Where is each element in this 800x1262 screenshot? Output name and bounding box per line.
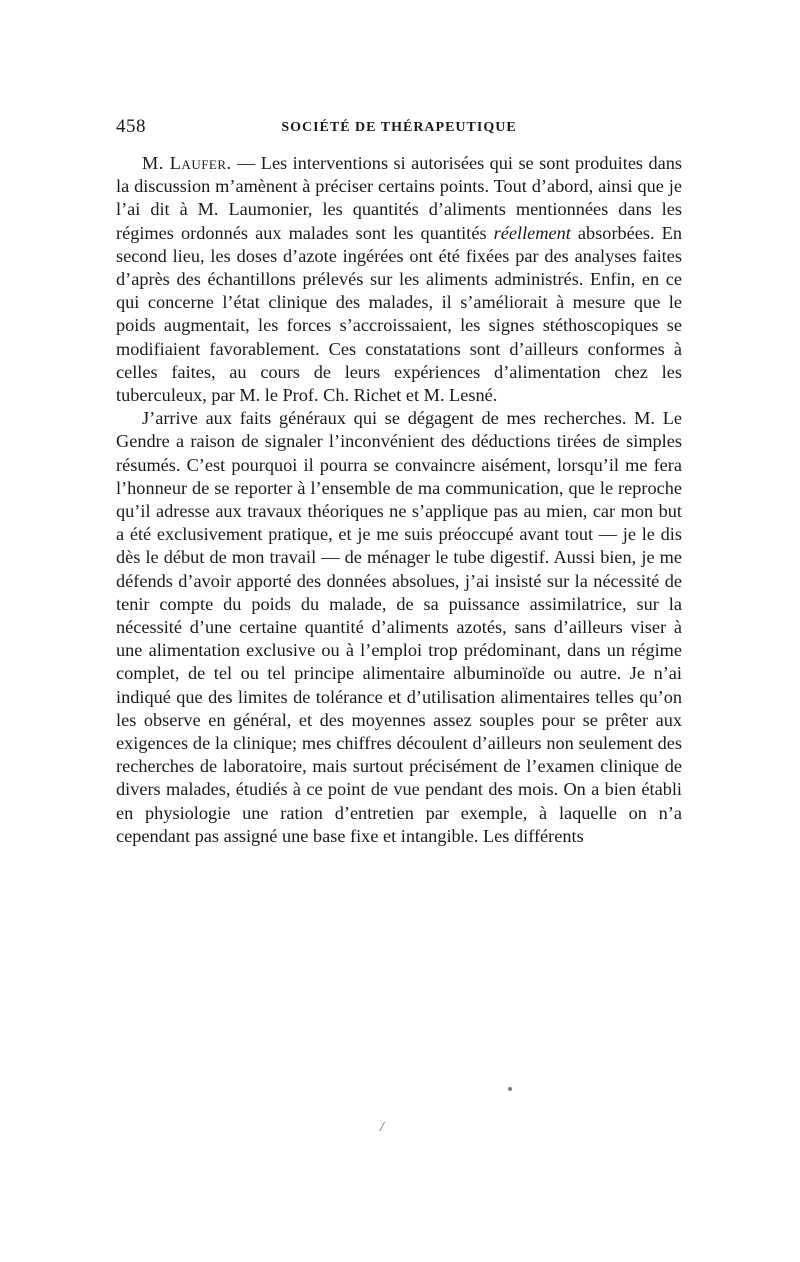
paragraph-text-part2: absorbées. En second lieu, les doses d’azote ingérées ont été fixées par des analyses faites d’après des échantillons prélevés sur les aliments administrés. Enfin, en ce qui concerne l’état clinique des malades, il s’améliorait à mesure que le poids augmentait, les forces s’accroissaient, les signes stéthoscopiques se modifiaient favorablement. Ces constatations sont d’ailleurs conformes à celles faites, au cours de leurs expériences d’alimentation chez les tuberculeux, par M. le Prof. Ch. Richet et M. Lesné. <box>116 222 682 406</box>
body-text <box>116 152 682 848</box>
paragraph-faits-generaux: J’arrive aux faits généraux qui se dégagent de mes recherches. M. Le Gendre a raison de signaler l’inconvénient des déductions tirées de simples résumés. C’est pourquoi il pourra se convaincre aisément, lorsqu’il me fera l’honneur de se reporter à l’ensemble de ma communication, que le reproche qu’il adresse aux travaux théoriques ne s’applique pas au mien, car mon but a été exclusivement pratique, et je me suis préoccupé avant tout — je le dis dès le début de mon travail — de ménager le tube digestif. Aussi bien, je me défends d’avoir apporté des données absolues, j’ai insisté sur la nécessité de tenir compte du poids du malade, de sa puissance assimilatrice, sur la nécessité d’une certaine quantité d’aliments azotés, sans d’ailleurs viser à une alimentation exclusive ou à l’emploi trop prédominant, dans un régime complet, de tel ou tel principe alimentaire albuminoïde ou autre. Je n’ai indiqué que des limites de tolérance et d’utilisation alimentaires telles qu’on les observe en général, et des moyennes assez souples pour se prêter aux exigences de la clinique; mes chiffres découlent d’ailleurs non seulement des recherches de laboratoire, mais surtout précisément de l’examen clinique de divers malades, étudiés à ce point de vue pendant des mois. On a bien établi en physiologie une ration d’entretien par exemple, à laquelle on n’a cependant pas assigné une base fixe et intangible. Les différents <box>116 408 682 846</box>
ink-speck <box>508 1087 512 1091</box>
page-header <box>116 108 682 138</box>
page-number: 458 <box>116 116 146 137</box>
running-title: SOCIÉTÉ DE THÉRAPEUTIQUE <box>281 120 517 135</box>
speaker-name: M. Laufer. <box>142 153 232 173</box>
paragraph-text-part1: — Les interventions si autorisées qui se sont produites dans la discussion m’amènent à préciser certains points. Tout d’abord, ainsi que je l’ai dit à M. Laumonier, les quantités d’aliments mentionnées dans les régimes ordonnés aux malades sont les quantités <box>116 153 682 243</box>
paragraph-laufer <box>116 152 682 407</box>
stray-mark: / <box>380 1120 384 1135</box>
italic-word: réellement <box>493 222 571 243</box>
book-page <box>116 108 682 848</box>
